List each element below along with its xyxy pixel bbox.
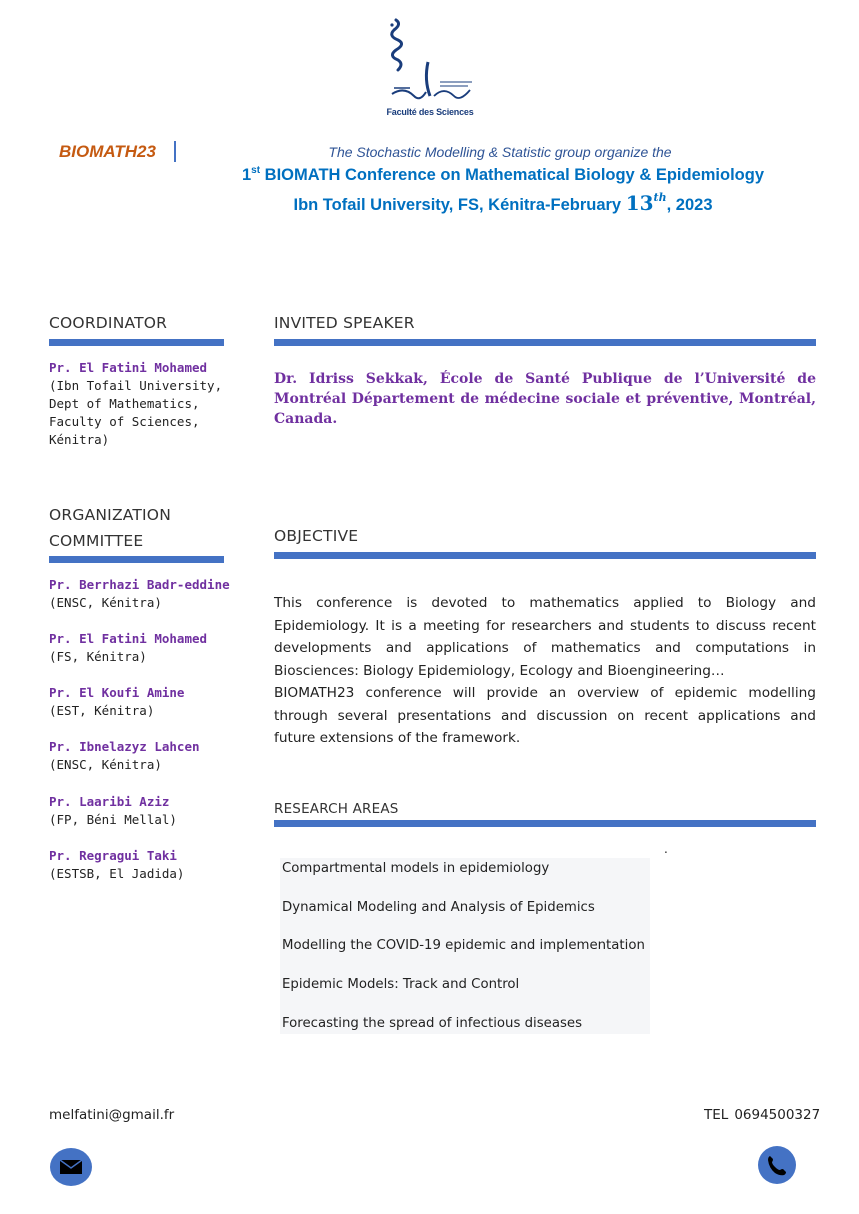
invited-speaker-rule <box>274 339 816 346</box>
date-suffix: th <box>653 191 667 204</box>
phone-button[interactable] <box>758 1146 796 1184</box>
conference-title-text: BIOMATH Conference on Mathematical Biology & Epidemiology <box>264 166 764 184</box>
coordinator-block <box>49 359 239 449</box>
conference-short-name: BIOMATH23 <box>59 142 156 161</box>
date-year: , 2023 <box>666 196 713 214</box>
contact-phone[interactable] <box>704 1107 820 1123</box>
research-areas-rule <box>274 820 816 827</box>
objective-paragraph-1: This conference is devoted to mathematics applied to Biology and Epidemiology. It is a meeting for researchers and students to discuss recent developments and applications of mathematics and computations in Biosciences: Biology Epidemiology, Ecology and Bioengineering… <box>274 595 816 679</box>
committee-heading-line1: ORGANIZATION <box>49 506 172 524</box>
coordinator-name: Pr. El Fatini Mohamed <box>49 360 208 375</box>
coordinator-affiliation-2: Dept of Mathematics, <box>49 396 200 411</box>
tel-label: TEL <box>704 1107 729 1123</box>
objective-rule <box>274 552 816 559</box>
university-ibn-tofail-logo-icon <box>380 16 480 108</box>
phone-icon <box>758 1146 796 1184</box>
committee-member <box>49 576 239 612</box>
contact-email[interactable]: melfatini@gmail.fr <box>49 1107 175 1123</box>
member-name: Pr. Berrhazi Badr-eddine <box>49 577 230 592</box>
member-affiliation: (FP, Béni Mellal) <box>49 812 177 827</box>
university-logo <box>380 16 480 122</box>
member-affiliation: (ESTSB, El Jadida) <box>49 866 185 881</box>
research-areas-heading: RESEARCH AREAS <box>274 801 399 817</box>
conference-ordinal-suffix: st <box>251 165 261 176</box>
member-affiliation: (EST, Kénitra) <box>49 703 155 718</box>
committee-member <box>49 847 239 883</box>
research-area-item: Modelling the COVID-19 epidemic and implementation <box>282 938 645 953</box>
tel-number: 0694500327 <box>734 1107 821 1123</box>
member-name: Pr. El Koufi Amine <box>49 685 185 700</box>
committee-member <box>49 684 239 720</box>
committee-heading <box>49 502 171 554</box>
member-name: Pr. El Fatini Mohamed <box>49 631 208 646</box>
committee-rule <box>49 556 224 563</box>
venue-prefix: Ibn Tofail University, FS, Kénitra-February <box>293 196 626 214</box>
email-button[interactable] <box>50 1148 92 1186</box>
member-affiliation: (ENSC, Kénitra) <box>49 757 162 772</box>
research-area-item: Forecasting the spread of infectious diseases <box>282 1016 583 1031</box>
research-area-item: Dynamical Modeling and Analysis of Epidemics <box>282 900 595 915</box>
conference-title <box>160 165 846 185</box>
member-name: Pr. Laaribi Aziz <box>49 794 170 809</box>
header-divider <box>174 141 176 162</box>
research-area-item: Epidemic Models: Track and Control <box>282 977 520 992</box>
coordinator-affiliation-4: Kénitra) <box>49 432 110 447</box>
committee-member <box>49 793 239 829</box>
organizer-line: The Stochastic Modelling & Statistic group organize the <box>328 144 672 160</box>
member-affiliation: (FS, Kénitra) <box>49 649 147 664</box>
coordinator-affiliation-3: Faculty of Sciences, <box>49 414 200 429</box>
objective-heading: OBJECTIVE <box>274 527 359 545</box>
member-name: Pr. Ibnelazyz Lahcen <box>49 739 200 754</box>
logo-caption: Faculté des Sciences <box>386 107 474 117</box>
invited-speaker-heading: INVITED SPEAKER <box>274 314 415 332</box>
coordinator-affiliation-1: (Ibn Tofail University, <box>49 378 223 393</box>
stray-mark: . <box>664 842 668 856</box>
conference-venue <box>160 191 846 215</box>
coordinator-rule <box>49 339 224 346</box>
coordinator-heading: COORDINATOR <box>49 314 168 332</box>
invited-speaker-text: Dr. Idriss Sekkak, École de Santé Publique de l’Université de Montréal Département de médecine sociale et préventive, Montréal, Canada. <box>274 371 816 427</box>
envelope-icon <box>50 1148 92 1186</box>
conference-ordinal: 1 <box>241 166 252 184</box>
committee-heading-line2: COMMITTEE <box>49 532 144 550</box>
committee-member <box>49 738 239 774</box>
research-area-item: Compartmental models in epidemiology <box>282 861 550 876</box>
date-day: 13 <box>625 191 654 215</box>
objective-text <box>274 592 816 750</box>
member-name: Pr. Regragui Taki <box>49 848 177 863</box>
committee-member <box>49 630 239 666</box>
objective-paragraph-2: BIOMATH23 conference will provide an overview of epidemic modelling through several presentations and discussion on recent applications and future extensions of the framework. <box>274 685 816 746</box>
member-affiliation: (ENSC, Kénitra) <box>49 595 162 610</box>
